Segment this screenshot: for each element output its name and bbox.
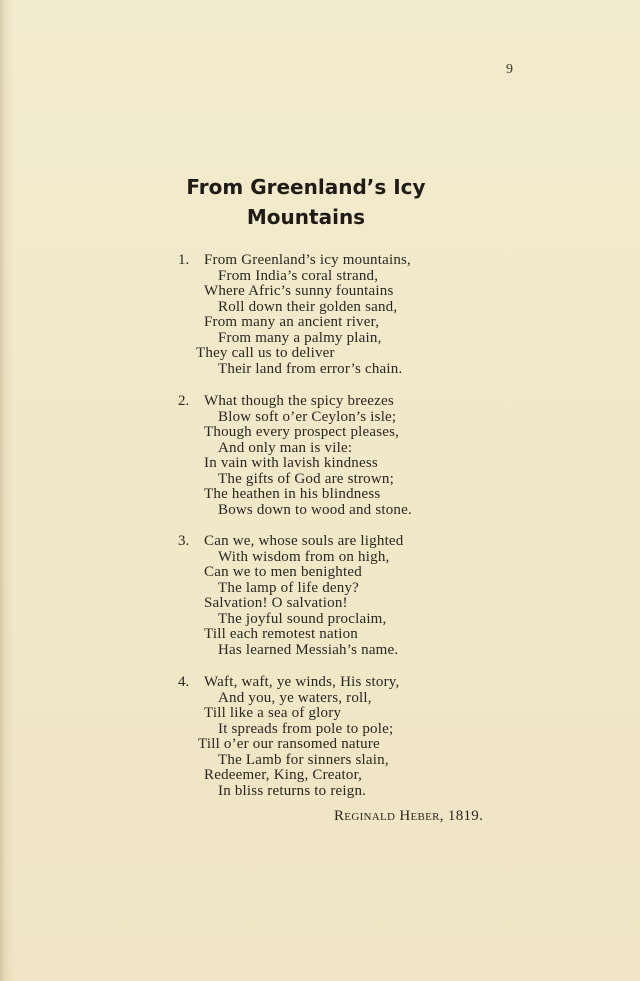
verse-line: Bows down to wood and stone. (218, 501, 412, 518)
verse-line: Though every prospect pleases, (204, 424, 400, 440)
verse-line: The gifts of God are strown; (218, 470, 394, 487)
verse-line: They call us to deliver (196, 345, 335, 361)
hymn-title-line-2: Mountains (246, 205, 366, 229)
verse-line: Till like a sea of glory (204, 705, 342, 721)
verse-line: From many an ancient river, (204, 314, 380, 330)
verse-line: In vain with lavish kindness (204, 455, 378, 471)
verse-line: The Lamb for sinners slain, (218, 751, 389, 768)
verse-line: And you, ye waters, roll, (218, 689, 372, 706)
stanza-number: 2. (178, 393, 190, 409)
hymn-title (150, 172, 462, 232)
verse-line: What though the spicy breezes (204, 393, 394, 409)
verse-line: From Greenland’s icy mountains, (204, 252, 412, 268)
verse-line: Blow soft o’er Ceylon’s isle; (218, 408, 397, 425)
verse-line: Has learned Messiah’s name. (218, 641, 399, 658)
verse-line: Till each remotest nation (204, 626, 359, 642)
verse-line: And only man is vile: (218, 439, 353, 456)
verse-line: Where Afric’s sunny fountains (204, 283, 394, 299)
verse-line: Can we to men benighted (204, 564, 362, 580)
verse-line: It spreads from pole to pole; (218, 720, 394, 737)
author-attribution (334, 808, 483, 825)
verse-line: The heathen in his blindness (204, 486, 381, 502)
verse-line: With wisdom from on high, (218, 548, 390, 565)
verse-line: Till o’er our ransomed nature (198, 736, 380, 752)
author-name: Reginald Heber, (334, 808, 444, 824)
verse-line: Roll down their golden sand, (218, 298, 398, 315)
stanza-number: 4. (178, 674, 190, 690)
verse-line: The joyful sound proclaim, (218, 610, 387, 627)
hymn-title-line-1: From Greenland’s Icy (186, 175, 426, 199)
stanza-number: 3. (178, 533, 190, 549)
verse-line: Salvation! O salvation! (204, 595, 348, 611)
verse-line: From India’s coral strand, (218, 267, 379, 284)
year: 1819. (447, 808, 484, 824)
verse-line: Redeemer, King, Creator, (204, 767, 363, 783)
verse-line: In bliss returns to reign. (218, 782, 367, 799)
verse-line: Can we, whose souls are lighted (204, 533, 404, 549)
stanza-number: 1. (178, 252, 190, 268)
verse-line: The lamp of life deny? (218, 579, 360, 596)
page-number: 9 (506, 62, 513, 77)
verse-line: Their land from error’s chain. (218, 360, 403, 377)
verse-line: From many a palmy plain, (218, 329, 382, 346)
verse-line: Waft, waft, ye winds, His story, (204, 674, 400, 690)
